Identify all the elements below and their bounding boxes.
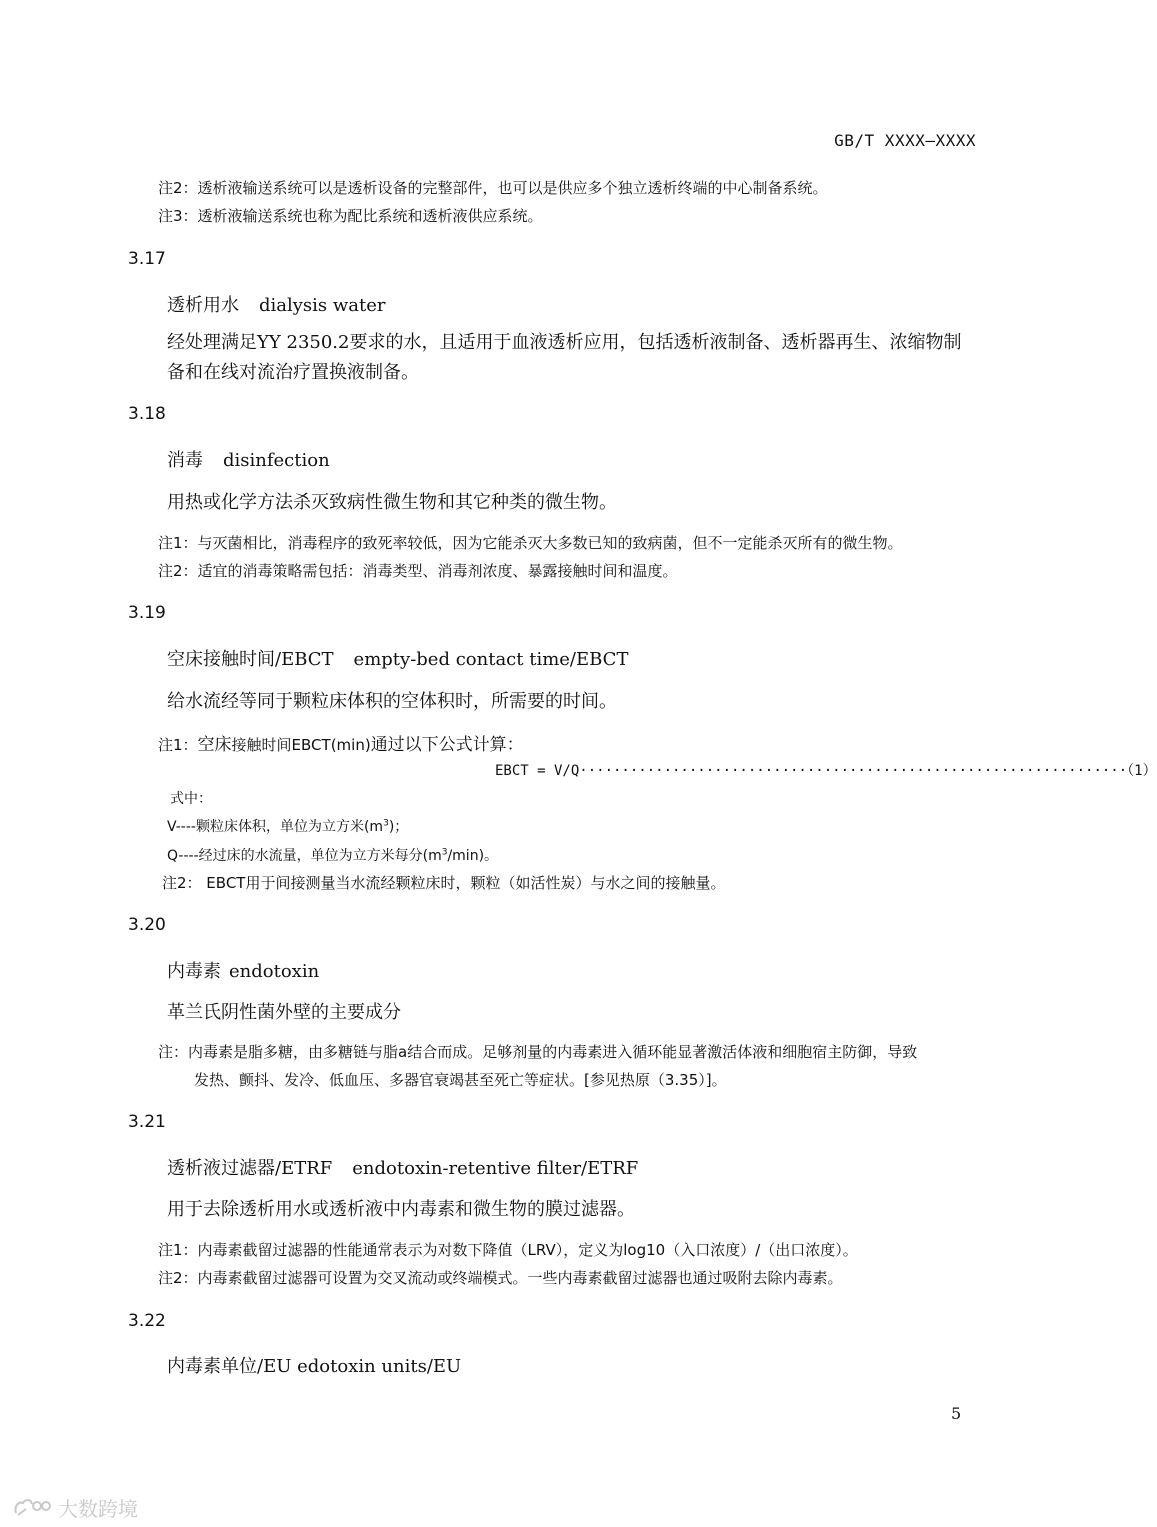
term-3-19	[167, 645, 628, 671]
watermark-logo-icon	[12, 1497, 52, 1524]
term-en: empty-bed contact time/EBCT	[353, 649, 629, 670]
section-number-3-18: 3.18	[128, 404, 166, 424]
section-number-3-22: 3.22	[128, 1311, 166, 1331]
term-zh: 透析液过滤器/ETRF	[167, 1158, 333, 1179]
note-3-21-1: 注1：内毒素截留过滤器的性能通常表示为对数下降值（LRV），定义为log10（入口浓度）/（出口浓度）。	[158, 1241, 858, 1259]
note-3-19-1	[158, 730, 524, 755]
watermark-text: 大数跨境	[58, 1497, 138, 1521]
definition-3-17: 经处理满足YY 2350.2要求的水，且适用于血液透析应用，包括透析液制备、透析器再生、浓缩物制备和在线对流治疗置换液制备。	[167, 332, 962, 383]
term-3-20	[167, 957, 319, 983]
note-3-20-line1: 注：内毒素是脂多糖，由多糖链与脂a结合而成。足够剂量的内毒素进入循环能显著激活体液和细胞宿主防御，导致	[158, 1043, 918, 1061]
section-number-3-19: 3.19	[128, 603, 166, 623]
variable-v-text: V----颗粒床体积，单位为立方米(m	[167, 819, 384, 835]
variable-q-text: Q----经过床的水流量，单位为立方米每分(m	[167, 848, 442, 864]
note-3-20-line2: 发热、颤抖、发冷、低血压、多器官衰竭甚至死亡等症状。[参见热原（3.35）]。	[194, 1071, 727, 1089]
definition-3-20: 革兰氏阴性菌外壁的主要成分	[167, 1002, 401, 1023]
note-text-ebct: 接触时间EBCT(min)	[231, 736, 371, 754]
note-text-formula-intro: 通过以下公式计算：	[370, 735, 524, 755]
formula-ebct: EBCT = V/Q·································································（1）	[495, 763, 1157, 779]
term-3-18	[167, 446, 330, 472]
variable-q	[167, 845, 498, 865]
definition-3-19: 给水流经等同于颗粒床体积的空体积时，所需要的时间。	[167, 691, 617, 712]
term-en: disinfection	[223, 450, 330, 471]
term-3-21	[167, 1154, 638, 1180]
note-3-16-2: 注2：透析液输送系统可以是透析设备的完整部件，也可以是供应多个独立透析终端的中心制备系统。	[158, 179, 828, 197]
variable-v	[167, 816, 408, 836]
term-en: endotoxin	[229, 961, 320, 982]
term-zh: 消毒	[167, 450, 203, 471]
superscript: 3	[441, 847, 448, 858]
note-3-18-1: 注1：与灭菌相比，消毒程序的致死率较低，因为它能杀灭大多数已知的致病菌，但不一定能杀灭所有的微生物。	[158, 534, 903, 552]
note-3-21-2: 注2：内毒素截留过滤器可设置为交叉流动或终端模式。一些内毒素截留过滤器也通过吸附去除内毒素。	[158, 1269, 843, 1287]
watermark	[12, 1493, 138, 1524]
document-code-header: GB/T XXXX—XXXX	[834, 131, 976, 150]
section-number-3-21: 3.21	[128, 1112, 166, 1132]
term-zh: 内毒素	[167, 961, 221, 982]
section-number-3-20: 3.20	[128, 915, 166, 935]
note-3-18-2: 注2：适宜的消毒策略需包括：消毒类型、消毒剂浓度、暴露接触时间和温度。	[158, 562, 678, 580]
term-zh: 透析用水	[167, 295, 239, 316]
note-3-16-3: 注3：透析液输送系统也称为配比系统和透析液供应系统。	[158, 207, 543, 225]
note-text-large: 空床	[197, 735, 232, 755]
term-en: dialysis water	[259, 295, 386, 316]
definition-3-21: 用于去除透析用水或透析液中内毒素和微生物的膜过滤器。	[167, 1199, 635, 1220]
formula-where: 式中：	[170, 791, 212, 807]
section-number-3-17: 3.17	[128, 249, 166, 269]
term-en: endotoxin-retentive filter/ETRF	[352, 1158, 639, 1179]
term-3-22: 内毒素单位/EU edotoxin units/EU	[167, 1356, 462, 1377]
superscript: 3	[383, 818, 389, 829]
term-3-17	[167, 291, 386, 317]
note-3-19-2: 注2： EBCT用于间接测量当水流经颗粒床时，颗粒（如活性炭）与水之间的接触量。	[162, 874, 726, 892]
variable-q-end: /min)。	[447, 848, 499, 864]
term-zh: 空床接触时间/EBCT	[167, 649, 334, 670]
page-number: 5	[951, 1404, 962, 1423]
definition-3-18: 用热或化学方法杀灭致病性微生物和其它种类的微生物。	[167, 492, 617, 513]
variable-v-end: )；	[388, 819, 409, 835]
note-prefix: 注1：	[158, 736, 198, 754]
